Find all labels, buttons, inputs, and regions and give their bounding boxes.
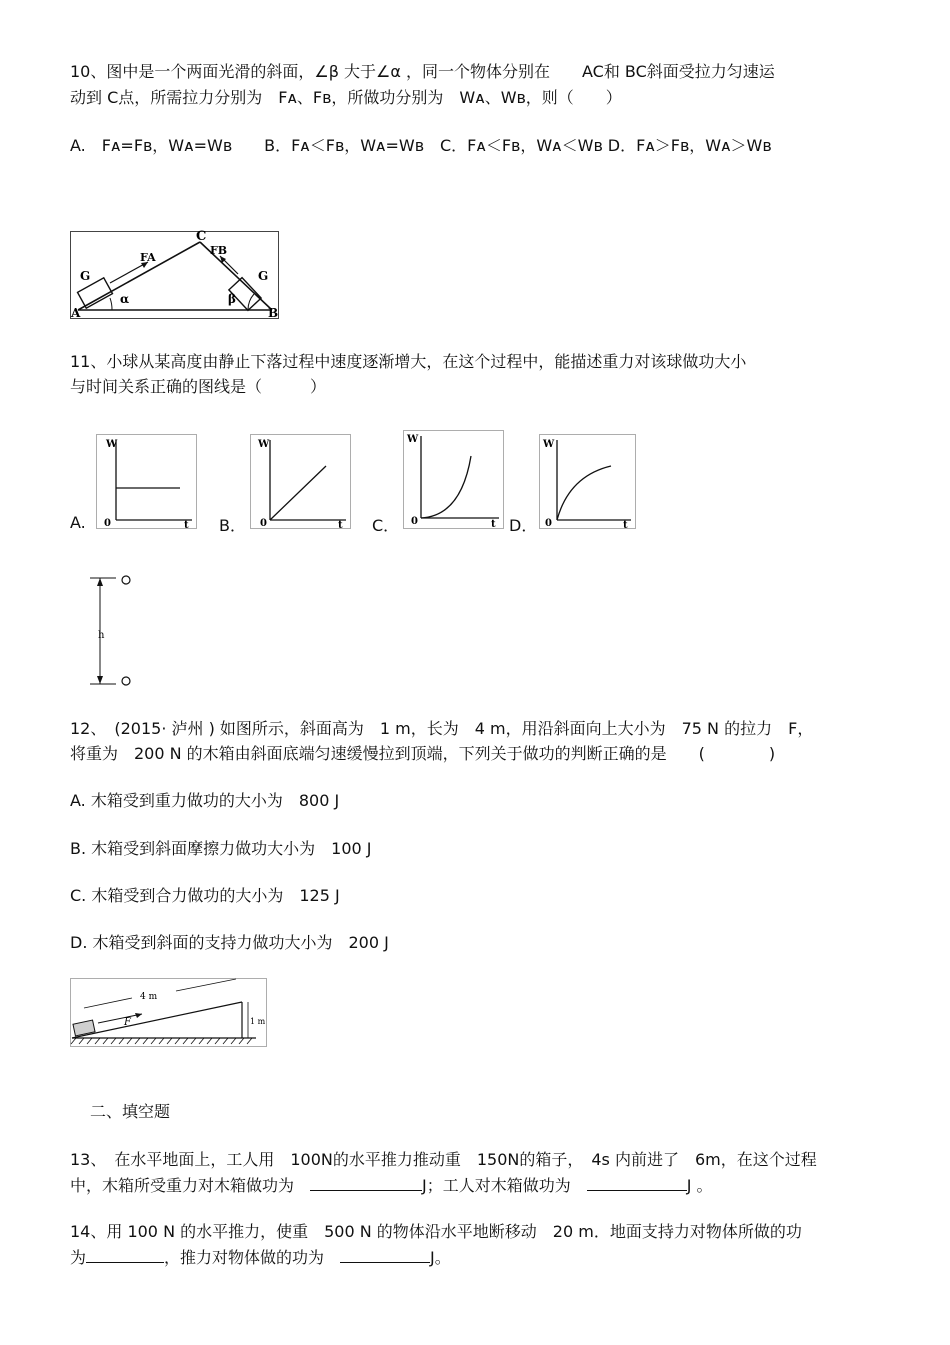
height-label: h bbox=[98, 630, 105, 641]
label-g-right: G bbox=[258, 269, 269, 283]
q11-graph-a bbox=[96, 434, 198, 530]
q14-blank-push-work[interactable] bbox=[340, 1247, 430, 1263]
q13-text-b: J；工人对木箱做功为 bbox=[422, 1176, 587, 1195]
label-g-left: G bbox=[80, 269, 91, 283]
q12-option-a: A. 木箱受到重力做功的大小为 800 J bbox=[70, 791, 340, 810]
q14-text-a: 为 bbox=[70, 1248, 87, 1267]
label-b: B bbox=[268, 306, 279, 320]
q13-text-a: 中，木箱所受重力对木箱做功为 bbox=[70, 1176, 311, 1195]
q11-graph-d bbox=[539, 434, 637, 530]
origin-label: 0 bbox=[411, 516, 418, 527]
q11-option-b-letter: B． bbox=[219, 516, 246, 535]
label-alpha: α bbox=[120, 292, 130, 306]
origin-label: 0 bbox=[545, 518, 552, 529]
q13-blank-worker-work[interactable] bbox=[587, 1175, 687, 1191]
length-label: 4 m bbox=[140, 992, 158, 1002]
x-axis-label: t bbox=[623, 520, 628, 530]
q11-graph-b bbox=[250, 434, 352, 530]
q14-stem-line1: 14、用 100 N 的水平推力，使重 500 N 的物体沿水平地断移动 20 m．地面支持力对物体所做的功 bbox=[70, 1222, 802, 1241]
q12-incline-figure bbox=[70, 978, 268, 1048]
x-axis-label: t bbox=[338, 520, 343, 530]
q14-stem-line2 bbox=[70, 1247, 451, 1268]
q13-stem-line1: 13、 在水平地面上，工人用 100N的水平推力推动重 150N的箱子， 4s 内前进了 6m，在这个过程 bbox=[70, 1150, 817, 1169]
q11-drop-figure bbox=[86, 572, 136, 690]
label-beta: β bbox=[228, 292, 236, 306]
q12-stem-line2: 将重为 200 N 的木箱由斜面底端匀速缓慢拉到顶端，下列关于做功的判断正确的是 ( ) bbox=[70, 744, 776, 763]
q11-option-d-letter: D． bbox=[509, 516, 538, 535]
q11-option-a-letter: A. bbox=[70, 513, 86, 532]
label-c: C bbox=[196, 229, 207, 244]
q13-stem-line2 bbox=[70, 1175, 713, 1196]
y-axis-label: W bbox=[407, 434, 419, 445]
q14-text-b: ，推力对物体做的功为 bbox=[164, 1248, 341, 1267]
q10-stem-line1: 10、图中是一个两面光滑的斜面，∠β 大于∠α ，同一个物体分别在 AC和 BC斜面受拉力匀速运 bbox=[70, 62, 775, 81]
q13-blank-gravity-work[interactable] bbox=[310, 1175, 422, 1191]
height-label: 1 m bbox=[250, 1017, 266, 1026]
y-axis-label: W bbox=[543, 439, 555, 450]
x-axis-label: t bbox=[184, 520, 189, 530]
label-fb: FB bbox=[210, 244, 228, 257]
y-axis-label: W bbox=[106, 439, 118, 450]
ball-top bbox=[122, 576, 130, 584]
slope bbox=[72, 1002, 242, 1038]
curve-concave-up bbox=[421, 456, 471, 518]
section-title-fill-in: 二、填空题 bbox=[90, 1102, 171, 1121]
q13-text-c: J 。 bbox=[686, 1176, 713, 1195]
incline-ac bbox=[78, 242, 200, 310]
figure-frame bbox=[71, 232, 279, 319]
q11-option-c-letter: C． bbox=[372, 516, 400, 535]
q12-option-d: D. 木箱受到斜面的支持力做功大小为 200 J bbox=[70, 933, 389, 952]
q10-incline-figure bbox=[70, 228, 280, 320]
label-a: A bbox=[71, 306, 81, 320]
y-axis-label: W bbox=[258, 439, 270, 450]
curve-concave-down bbox=[557, 466, 611, 520]
label-fa: FA bbox=[140, 251, 156, 264]
q14-text-c: J。 bbox=[430, 1248, 451, 1267]
q12-stem-line1: 12、 (2015· 泸州 ) 如图所示，斜面高为 1 m，长为 4 m，用沿斜面向上大小为 75 N 的拉力 F， bbox=[70, 719, 814, 738]
force-label: F bbox=[124, 1017, 131, 1028]
q14-blank-support-work[interactable] bbox=[86, 1247, 164, 1263]
q11-graph-c bbox=[403, 430, 505, 530]
q12-option-b: B. 木箱受到斜面摩擦力做功大小为 100 J bbox=[70, 839, 372, 858]
origin-label: 0 bbox=[104, 518, 111, 529]
q10-stem-line2: 动到 C点，所需拉力分别为 Fᴀ、Fʙ，所做功分别为 Wᴀ、Wʙ，则（ ） bbox=[70, 88, 622, 107]
q12-option-c: C. 木箱受到合力做功的大小为 125 J bbox=[70, 886, 340, 905]
q10-options: A. Fᴀ=Fʙ，Wᴀ=Wʙ B．Fᴀ＜Fʙ，Wᴀ=Wʙ C．Fᴀ＜Fʙ，Wᴀ＜Wʙ D．Fᴀ＞Fʙ，Wᴀ＞Wʙ bbox=[70, 136, 772, 155]
ball-bottom bbox=[122, 677, 130, 685]
x-axis-label: t bbox=[491, 519, 496, 530]
origin-label: 0 bbox=[260, 518, 267, 529]
q11-stem-line1: 11、小球从某高度由静止下落过程中速度逐渐增大，在这个过程中，能描述重力对该球做功大小 bbox=[70, 352, 747, 371]
q11-stem-line2: 与时间关系正确的图线是（ ） bbox=[70, 377, 327, 396]
curve-linear bbox=[270, 466, 326, 520]
force-arrow bbox=[98, 1014, 142, 1023]
